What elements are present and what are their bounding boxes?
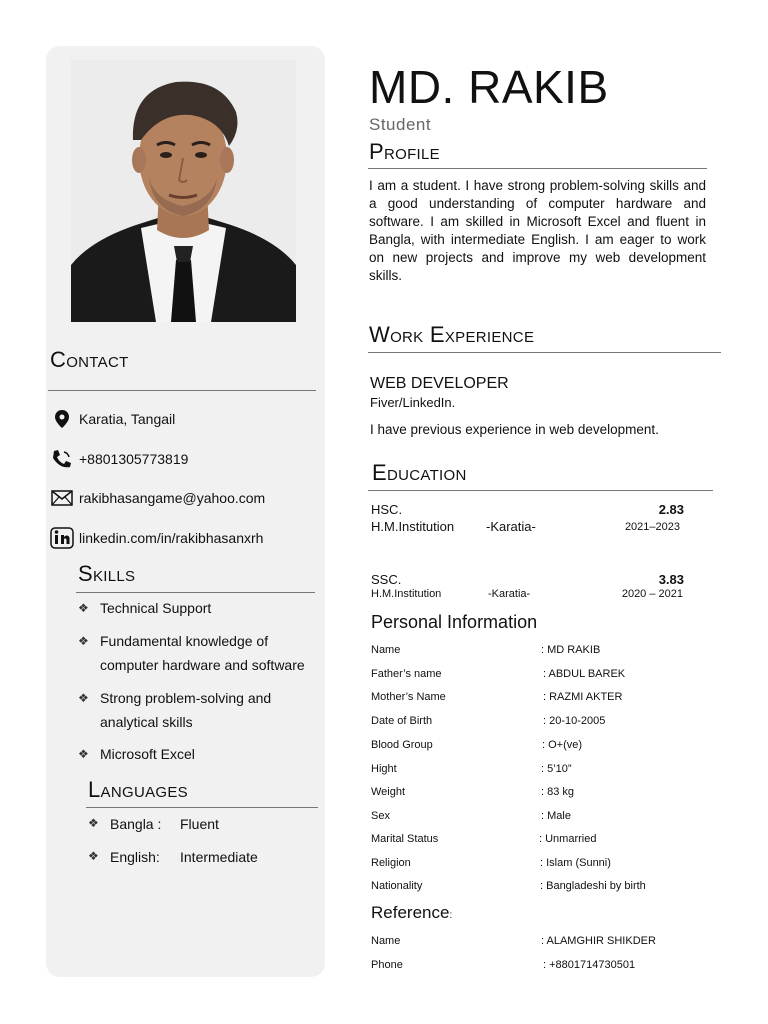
job-company: Fiver/LinkedIn. [370, 395, 456, 410]
info-label: Hight [371, 763, 397, 775]
info-label: Name [371, 935, 401, 947]
education-institution: H.M.Institution [371, 519, 455, 534]
education-place: -Karatia- [486, 519, 536, 534]
personal-info-heading: Personal Information [371, 612, 538, 632]
diamond-bullet-icon: ❖ [88, 849, 99, 863]
job-description: I have previous experience in web development. [370, 422, 659, 437]
diamond-bullet-icon: ❖ [78, 634, 89, 648]
info-label: Mother’s Name [371, 691, 446, 703]
info-label: Sex [371, 810, 390, 822]
contact-heading: Contact [50, 347, 129, 372]
education-institution: H.M.Institution [371, 588, 442, 600]
info-label: Nationality [371, 880, 423, 892]
skills-heading: Skills [78, 561, 136, 586]
education-heading: Education [372, 460, 467, 485]
contact-divider [48, 390, 316, 391]
info-value: : O+(ve) [542, 739, 583, 751]
education-years: 2021–2023 [624, 521, 680, 533]
education-grade: 3.83 [658, 572, 684, 587]
info-label: Weight [371, 786, 406, 798]
person-name: MD. RAKIB [369, 61, 609, 113]
education-divider [368, 490, 713, 491]
diamond-bullet-icon: ❖ [88, 816, 99, 830]
profile-divider [368, 168, 707, 169]
diamond-bullet-icon: ❖ [78, 601, 89, 615]
info-value: : 20-10-2005 [543, 715, 606, 727]
info-label: Phone [371, 959, 403, 971]
person-title: Student [369, 115, 432, 134]
diamond-bullet-icon: ❖ [78, 691, 89, 705]
profile-photo [71, 60, 296, 322]
info-label: Date of Birth [371, 715, 433, 727]
job-role: WEB DEVELOPER [370, 375, 509, 392]
info-value: : 5’10” [541, 763, 572, 775]
info-value: : 83 kg [541, 786, 575, 798]
phone-text[interactable]: +8801305773819 [79, 451, 189, 467]
languages-divider [86, 807, 318, 808]
info-value: : Male [541, 810, 571, 822]
skill-item: ❖ Fundamental knowledge of computer hardware and software [78, 630, 305, 677]
info-value: : ABDUL BAREK [543, 668, 626, 680]
education-degree: SSC. [371, 572, 402, 587]
info-value: : Unmarried [539, 833, 597, 845]
skills-divider [76, 592, 315, 593]
envelope-icon [50, 486, 74, 510]
skill-item: ❖ Strong problem-solving and analytical skills [78, 687, 271, 734]
phone-icon [50, 447, 74, 471]
contact-location [50, 407, 175, 431]
info-label: Name [371, 644, 401, 656]
info-value: : MD RAKIB [541, 644, 601, 656]
info-value: : +8801714730501 [543, 959, 636, 971]
info-value: : Bangladeshi by birth [540, 880, 646, 892]
info-label: Marital Status [371, 833, 439, 845]
reference-heading: Reference: [371, 903, 453, 922]
contact-linkedin [50, 526, 263, 550]
linkedin-link[interactable]: linkedin.com/in/rakibhasanxrh [79, 530, 264, 546]
profile-heading: Profile [369, 139, 440, 164]
skill-item: ❖ Microsoft Excel [78, 743, 195, 767]
email-link[interactable]: rakibhasangame@yahoo.com [79, 490, 266, 506]
education-place: -Karatia- [488, 588, 531, 600]
profile-text: I am a student. I have strong problem-solving skills and a good understanding of computer hardware and software. I am skilled in Microsoft Excel and fluent in Bangla, with intermediate English. I am eager to work on new projects and improve my web development skills. [369, 178, 706, 284]
languages-heading: Languages [88, 777, 188, 802]
education-years: 2020 – 2021 [621, 588, 683, 600]
info-label: Father’s name [371, 668, 442, 680]
education-grade: 2.83 [658, 502, 684, 517]
work-heading: Work Experience [369, 322, 535, 347]
diamond-bullet-icon: ❖ [78, 747, 89, 761]
language-item: ❖ English: Intermediate [88, 849, 258, 865]
skill-item: ❖ Technical Support [78, 597, 211, 621]
language-item: ❖ Bangla : Fluent [88, 816, 219, 832]
contact-phone [50, 447, 188, 471]
info-value: : Islam (Sunni) [540, 857, 611, 869]
linkedin-icon [50, 526, 74, 550]
info-label: Religion [371, 857, 411, 869]
info-label: Blood Group [371, 739, 433, 751]
education-degree: HSC. [371, 502, 403, 517]
location-text: Karatia, Tangail [79, 411, 176, 427]
work-divider [368, 352, 721, 353]
info-value: : ALAMGHIR SHIKDER [541, 935, 656, 947]
contact-email [50, 486, 265, 510]
location-pin-icon [50, 407, 74, 431]
info-value: : RAZMI AKTER [543, 691, 623, 703]
